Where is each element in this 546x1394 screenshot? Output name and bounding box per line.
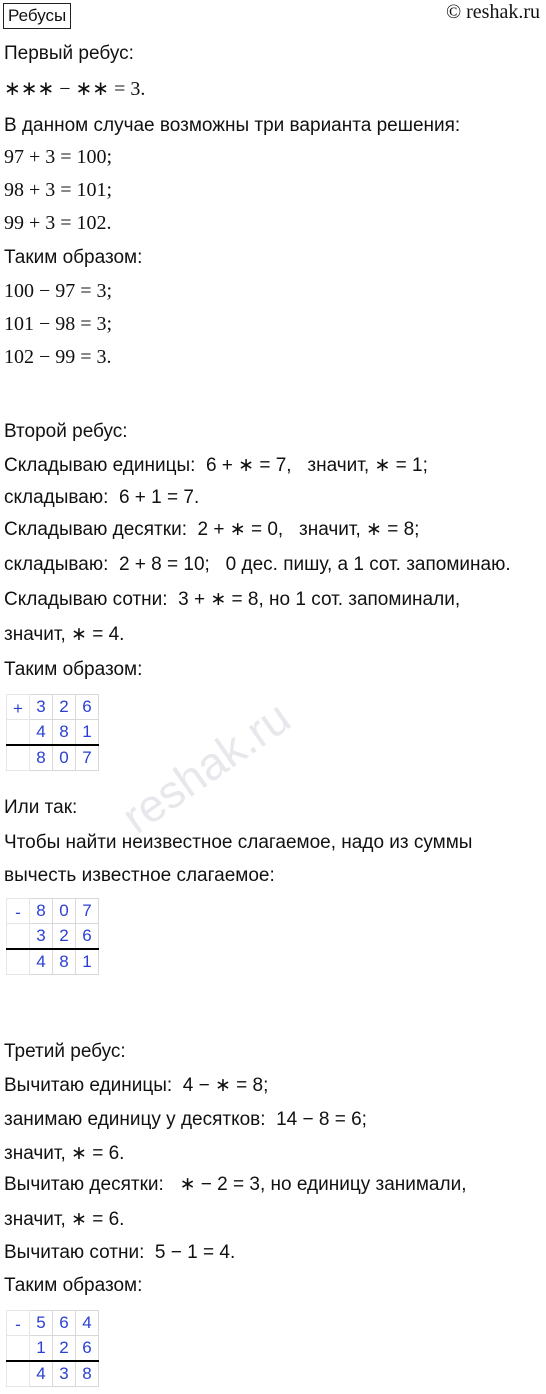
subtraction-table-2 xyxy=(6,1310,99,1387)
digit-cell: 6 xyxy=(53,1311,76,1336)
text-line-content: Складываю сотни: 3 + ∗ = 8, но 1 сот. запоминали, xyxy=(4,589,461,610)
digit-cell: 8 xyxy=(30,745,53,771)
digit-cell: 7 xyxy=(76,899,99,924)
text-line xyxy=(4,1272,142,1299)
text-line-content: значит, ∗ = 4. xyxy=(4,624,125,645)
text-line xyxy=(4,794,77,821)
text-line-content: 100 − 97 = 3; xyxy=(4,280,113,302)
digit-cell: 8 xyxy=(30,899,53,924)
text-line-content: Вычитаю единицы: 4 − ∗ = 8; xyxy=(4,1075,269,1096)
text-line-content: Второй ребус: xyxy=(4,421,128,442)
table-row xyxy=(7,695,99,720)
digit-cell: 3 xyxy=(30,924,53,950)
text-line xyxy=(4,586,460,613)
text-line xyxy=(4,862,275,889)
digit-cell: 8 xyxy=(76,1361,99,1387)
digit-cell: 1 xyxy=(76,949,99,975)
digit-cell: 1 xyxy=(30,1336,53,1362)
text-line xyxy=(4,177,112,203)
text-line-content: Третий ребус: xyxy=(4,1041,126,1062)
text-line-content: 102 − 99 = 3. xyxy=(4,346,112,368)
digit-cell: 4 xyxy=(30,720,53,746)
text-line-content: Таким образом: xyxy=(4,247,143,268)
digit-cell: 2 xyxy=(53,695,76,720)
text-line xyxy=(4,1106,367,1133)
text-line xyxy=(4,40,134,67)
text-line-content: ∗∗∗ − ∗∗ = 3. xyxy=(4,78,146,100)
operation-sign-cell xyxy=(7,1361,30,1387)
text-line xyxy=(4,210,112,236)
text-line-content: складываю: 6 + 1 = 7. xyxy=(4,487,200,508)
digit-cell: 6 xyxy=(76,924,99,950)
digit-cell: 4 xyxy=(76,1311,99,1336)
text-line xyxy=(4,516,419,543)
table-row xyxy=(7,949,99,975)
text-line-content: значит, ∗ = 6. xyxy=(4,1209,125,1230)
table-row xyxy=(7,899,99,924)
text-line xyxy=(4,144,112,170)
text-line xyxy=(4,452,428,479)
digit-cell: 5 xyxy=(30,1311,53,1336)
operation-sign-cell xyxy=(7,720,30,746)
operation-sign-cell: - xyxy=(7,899,30,924)
digit-cell: 1 xyxy=(76,720,99,746)
operation-sign-cell: + xyxy=(7,695,30,720)
digit-cell: 3 xyxy=(30,695,53,720)
text-line-content: 99 + 3 = 102. xyxy=(4,212,112,234)
table-row xyxy=(7,1311,99,1336)
text-line xyxy=(4,621,124,648)
text-line-content: Вычитаю сотни: 5 − 1 = 4. xyxy=(4,1242,236,1263)
digit-cell: 6 xyxy=(76,1336,99,1362)
text-line-content: значит, ∗ = 6. xyxy=(4,1143,125,1164)
text-line xyxy=(4,1171,466,1198)
text-line xyxy=(4,1038,126,1065)
operation-sign-cell xyxy=(7,745,30,771)
text-line xyxy=(4,1072,268,1099)
digit-cell: 2 xyxy=(53,924,76,950)
table-row xyxy=(7,1336,99,1362)
text-line xyxy=(4,278,112,304)
table-row xyxy=(7,720,99,746)
text-line-content: 97 + 3 = 100; xyxy=(4,146,113,168)
text-line-content: занимаю единицу у десятков: 14 − 8 = 6; xyxy=(4,1109,367,1130)
text-line-content: Первый ребус: xyxy=(4,43,134,64)
text-line-content: Вычитаю десятки: ∗ − 2 = 3, но единицу занимали, xyxy=(4,1174,467,1195)
digit-cell: 8 xyxy=(53,949,76,975)
digit-cell: 8 xyxy=(53,720,76,746)
addition-table xyxy=(6,694,99,771)
operation-sign-cell xyxy=(7,924,30,950)
operation-sign-cell: - xyxy=(7,1311,30,1336)
text-line xyxy=(4,418,128,445)
text-line xyxy=(4,484,199,511)
text-line-content: Таким образом: xyxy=(4,659,143,680)
operation-sign-cell xyxy=(7,949,30,975)
text-line-content: 98 + 3 = 101; xyxy=(4,179,113,201)
table-row xyxy=(7,1361,99,1387)
text-line xyxy=(4,244,142,271)
text-line xyxy=(4,311,112,337)
digit-cell: 2 xyxy=(53,1336,76,1362)
text-line xyxy=(4,1140,124,1167)
site-credit: © reshak.ru xyxy=(445,1,540,23)
digit-cell: 0 xyxy=(53,745,76,771)
text-line xyxy=(4,344,112,370)
text-line-content: складываю: 2 + 8 = 10; 0 дес. пишу, а 1 сот. запоминаю. xyxy=(4,554,511,575)
section-tag: Ребусы xyxy=(3,3,71,29)
text-line xyxy=(4,1206,124,1233)
table-row xyxy=(7,924,99,950)
text-line xyxy=(4,656,142,683)
text-line-content: Складываю десятки: 2 + ∗ = 0, значит, ∗ = 8; xyxy=(4,519,420,540)
text-line-content: Чтобы найти неизвестное слагаемое, надо из суммы xyxy=(4,832,473,853)
operation-sign-cell xyxy=(7,1336,30,1362)
text-line-content: 101 − 98 = 3; xyxy=(4,313,113,335)
table-row xyxy=(7,745,99,771)
text-line xyxy=(4,76,145,102)
text-line xyxy=(4,1239,235,1266)
digit-cell: 4 xyxy=(30,949,53,975)
digit-cell: 6 xyxy=(76,695,99,720)
text-line-content: Складываю единицы: 6 + ∗ = 7, значит, ∗ = 1; xyxy=(4,455,428,476)
text-line-content: В данном случае возможны три варианта решения: xyxy=(4,115,461,136)
text-line-content: Или так: xyxy=(4,797,78,818)
text-line xyxy=(4,829,472,856)
text-line-content: Таким образом: xyxy=(4,1275,143,1296)
digit-cell: 7 xyxy=(76,745,99,771)
digit-cell: 4 xyxy=(30,1361,53,1387)
text-line xyxy=(4,551,511,578)
watermark: reshak.ru xyxy=(112,690,300,844)
subtraction-table-1 xyxy=(6,898,99,975)
text-line-content: вычесть известное слагаемое: xyxy=(4,865,275,886)
text-line xyxy=(4,112,460,139)
digit-cell: 0 xyxy=(53,899,76,924)
digit-cell: 3 xyxy=(53,1361,76,1387)
